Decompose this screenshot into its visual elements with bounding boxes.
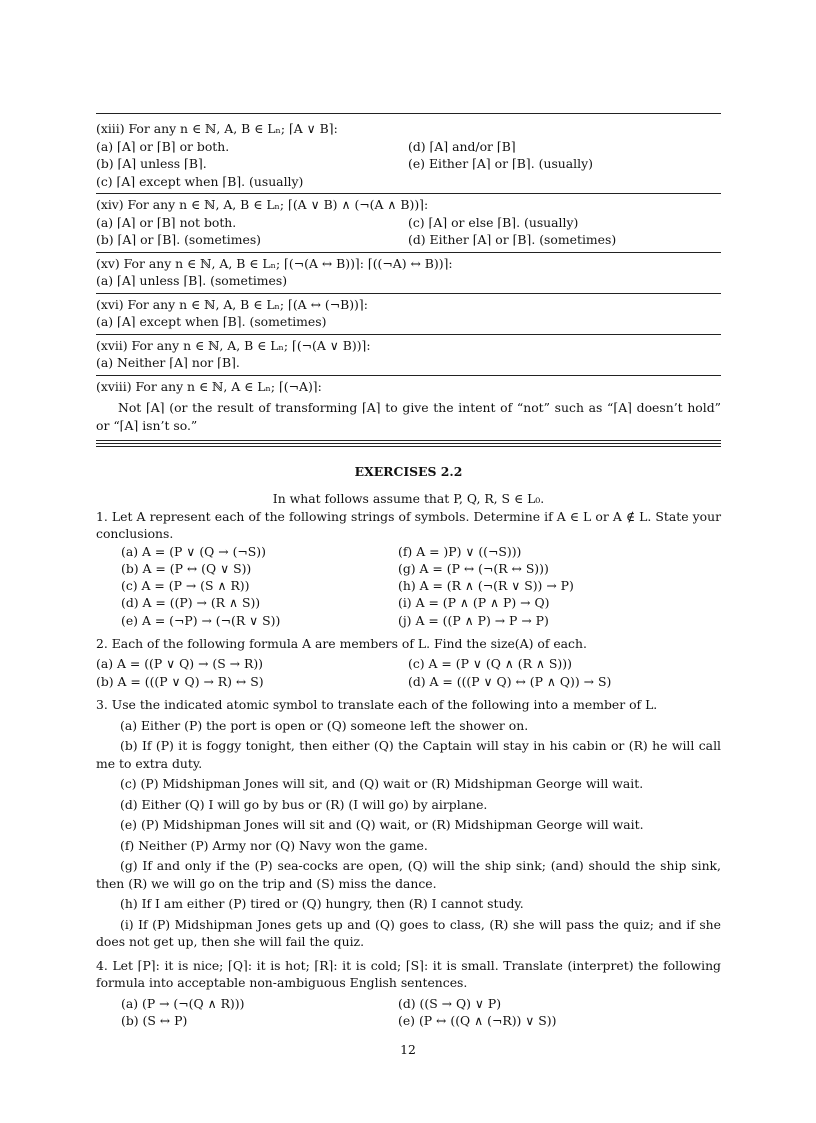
question-3-item: (g) If and only if the (P) sea-cocks are open, (Q) will the ship sink; (and) should the ship sink, then (R) we will go on the trip and (S) miss the dance. [96,858,721,891]
item: (a) ⌈A⌉ unless ⌈B⌉. (sometimes) [96,273,288,288]
item: (b) (S ↔ P) [121,1013,188,1029]
item: (d) ((S → Q) ∨ P) [398,995,502,1011]
question-3: 3. Use the indicated atomic symbol to translate each of the following into a member of L. [96,697,658,713]
item: (f) A = )P) ∨ ((¬S))) [398,543,522,559]
item: (a) A = (P ∨ (Q → (¬S)) [121,543,266,559]
divider-double [96,443,721,444]
item: (d) A = ((P) → (R ∧ S)) [121,595,261,611]
item: (c) ⌈A⌉ except when ⌈B⌉. (usually) [96,173,304,189]
page-content [96,113,721,1030]
item: (d) A = (((P ∨ Q) ↔ (P ∧ Q)) → S) [408,673,612,689]
question-1-items [96,543,721,629]
question-3-item: (c) (P) Midshipman Jones will sit, and (Q) wait or (R) Midshipman George will wait. [120,776,644,792]
item: (c) A = (P ∨ (Q ∧ (R ∧ S))) [408,656,572,672]
question-4: 4. Let ⌈P⌉: it is nice; ⌈Q⌉: it is hot; ⌈R⌉: it is cold; ⌈S⌉: it is small. Translate (interpret) the following formula into acceptable non-ambiguous English sentences. [96,957,721,991]
question-4-items [96,995,721,1030]
section-header: (xv) For any n ∈ ℕ, A, B ∈ Lₙ; ⌈(¬(A ↔ B))⌉: ⌈((¬A) ↔ B))⌉: [96,255,453,271]
item: (h) A = (R ∧ (¬(R ∨ S)) → P) [398,578,574,594]
question-3-item: (f) Neither (P) Army nor (Q) Navy won the game. [120,837,428,853]
item: (b) ⌈A⌉ or ⌈B⌉. (sometimes) [96,232,262,247]
section-xvii [96,335,721,375]
section-header: (xiv) For any n ∈ ℕ, A, B ∈ Lₙ; ⌈(A ∨ B) ∧ (¬(A ∧ B))⌉: [96,197,429,212]
item: (e) (P ↔ ((Q ∧ (¬R)) ∨ S)) [398,1013,557,1029]
section-items [96,214,721,249]
item: (b) A = (P ↔ (Q ∨ S)) [121,560,252,576]
page-number: 12 [400,1042,416,1057]
question-3-item: (a) Either (P) the port is open or (Q) someone left the shower on. [120,717,529,733]
divider-double [96,446,721,447]
question-3-item: (b) If (P) it is foggy tonight, then either (Q) the Captain will stay in his cabin or (R) he will call me to extra duty. [96,738,721,771]
item: (b) ⌈A⌉ unless ⌈B⌉. [96,156,207,171]
section-items [96,138,721,191]
item: (c) ⌈A⌉ or else ⌈B⌉. (usually) [408,214,579,230]
section-text: Not ⌈A⌉ (or the result of transforming ⌈A⌉ to give the intent of “not” such as “⌈A⌉ doesn’t hold” or “⌈A⌉ isn’t so.” [96,400,721,433]
item: (a) (P → (¬(Q ∧ R))) [121,995,245,1011]
section-header: (xvi) For any n ∈ ℕ, A, B ∈ Lₙ; ⌈(A ↔ (¬B))⌉: [96,296,368,312]
item: (a) ⌈A⌉ except when ⌈B⌉. (sometimes) [96,314,327,329]
item: (a) ⌈A⌉ or ⌈B⌉ or both. [96,138,230,154]
top-rule [96,113,721,114]
question-3-item: (e) (P) Midshipman Jones will sit and (Q) wait, or (R) Midshipman George will wait. [120,817,644,833]
item: (a) A = ((P ∨ Q) → (S → R)) [96,656,263,672]
section-xiii [96,118,721,193]
divider-double [96,440,721,441]
section-header: (xviii) For any n ∈ ℕ, A ∈ Lₙ; ⌈(¬A)⌉: [96,378,322,394]
exercises-intro: In what follows assume that P, Q, R, S ∈ L₀. [272,491,545,506]
item: (a) Neither ⌈A⌉ nor ⌈B⌉. [96,355,240,370]
item: (d) Either ⌈A⌉ or ⌈B⌉. (sometimes) [408,232,617,247]
question-3-item: (i) If (P) Midshipman Jones gets up and (Q) goes to class, (R) she will pass the quiz; and if she does not get up, then she will fail the quiz. [96,916,721,950]
section-xvi [96,294,721,334]
item: (d) ⌈A⌉ and/or ⌈B⌉ [408,138,516,154]
item: (e) A = (¬P) → (¬(R ∨ S)) [121,612,281,628]
item: (g) A = (P ↔ (¬(R ↔ S))) [398,560,549,576]
question-3-item: (d) Either (Q) I will go by bus or (R) (I will go) by airplane. [120,796,488,812]
item: (b) A = (((P ∨ Q) → R) ↔ S) [96,673,264,689]
item: (a) ⌈A⌉ or ⌈B⌉ not both. [96,214,237,230]
section-header: (xiii) For any n ∈ ℕ, A, B ∈ Lₙ; ⌈A ∨ B⌉: [96,121,338,136]
section-xv [96,253,721,293]
section-xviii [96,376,721,438]
item [408,173,721,191]
question-2-items [96,655,721,690]
item: (c) A = (P → (S ∧ R)) [121,578,250,594]
exercises-title: EXERCISES 2.2 [354,464,463,479]
question-3-item: (h) If I am either (P) tired or (Q) hungry, then (R) I cannot study. [120,896,524,912]
section-header: (xvii) For any n ∈ ℕ, A, B ∈ Lₙ; ⌈(¬(A ∨ B))⌉: [96,337,371,353]
item: (e) Either ⌈A⌉ or ⌈B⌉. (usually) [408,156,593,171]
question-2: 2. Each of the following formula A are members of L. Find the size(A) of each. [96,635,587,651]
item: (j) A = ((P ∧ P) → P → P) [398,612,549,628]
section-xiv [96,194,721,252]
item: (i) A = (P ∧ (P ∧ P) → Q) [398,595,550,611]
question-1: 1. Let A represent each of the following strings of symbols. Determine if A ∈ L or A ∉ L. State your conclusions. [96,508,721,541]
